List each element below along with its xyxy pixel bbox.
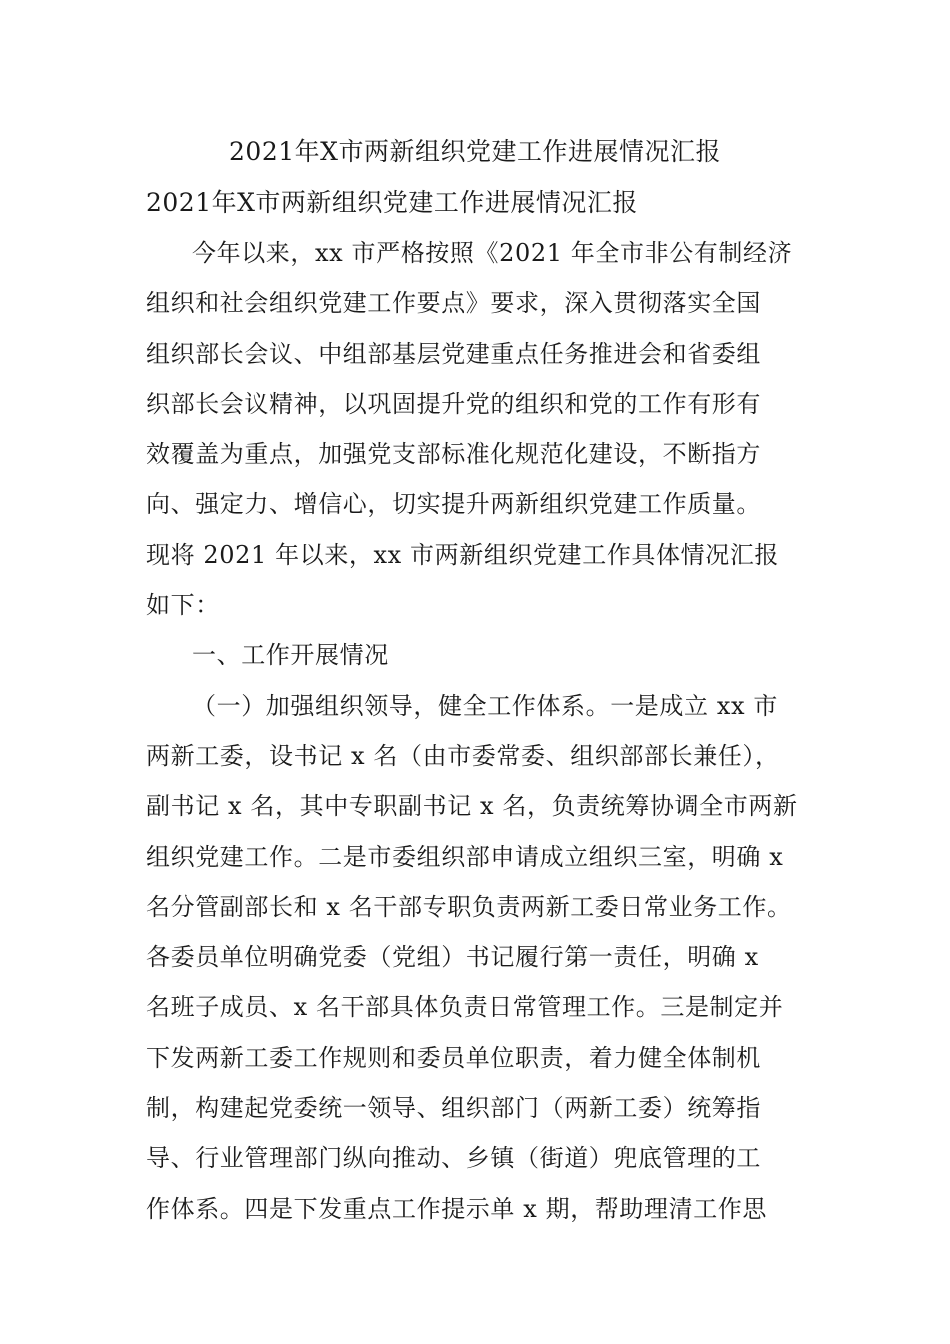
text-line: 副书记 x 名，其中专职副书记 x 名，负责统筹协调全市两新	[146, 792, 798, 821]
document-subtitle: 2021年X市两新组织党建工作进展情况汇报	[146, 188, 638, 217]
section-heading: 一、工作开展情况	[192, 641, 389, 670]
text-line: 组织党建工作。二是市委组织部申请成立组织三室，明确 x	[146, 842, 784, 871]
text-line: 现将 2021 年以来，xx 市两新组织党建工作具体情况汇报	[146, 540, 780, 569]
text-line: 向、强定力、增信心，切实提升两新组织党建工作质量。	[146, 490, 761, 519]
text-line: 组织部长会议、中组部基层党建重点任务推进会和省委组	[146, 339, 761, 368]
document-body	[0, 228, 950, 1234]
text-line: 两新工委，设书记 x 名（由市委常委、组织部部长兼任），	[146, 741, 780, 770]
text-line: 作体系。四是下发重点工作提示单 x 期，帮助理清工作思	[146, 1194, 767, 1223]
text-line: 名分管副部长和 x 名干部专职负责两新工委日常业务工作。	[146, 892, 792, 921]
text-line: 织部长会议精神，以巩固提升党的组织和党的工作有形有	[146, 389, 761, 418]
text-line: （一）加强组织领导，健全工作体系。一是成立 xx 市	[192, 691, 778, 720]
text-line: 今年以来，xx 市严格按照《2021 年全市非公有制经济	[192, 239, 793, 267]
text-line: 组织和社会组织党建工作要点》要求，深入贯彻落实全国	[146, 289, 761, 318]
text-line: 效覆盖为重点，加强党支部标准化规范化建设，不断指方	[146, 440, 761, 469]
text-line: 制，构建起党委统一领导、组织部门（两新工委）统筹指	[146, 1094, 761, 1123]
text-line: 各委员单位明确党委（党组）书记履行第一责任，明确 x	[146, 943, 759, 972]
text-line: 如下：	[146, 591, 220, 620]
text-line: 名班子成员、x 名干部具体负责日常管理工作。三是制定并	[146, 993, 784, 1022]
document-title: 2021年X市两新组织党建工作进展情况汇报	[229, 137, 721, 166]
text-line: 导、行业管理部门纵向推动、乡镇（街道）兜底管理的工	[146, 1144, 761, 1173]
text-line: 下发两新工委工作规则和委员单位职责，着力健全体制机	[146, 1043, 761, 1072]
